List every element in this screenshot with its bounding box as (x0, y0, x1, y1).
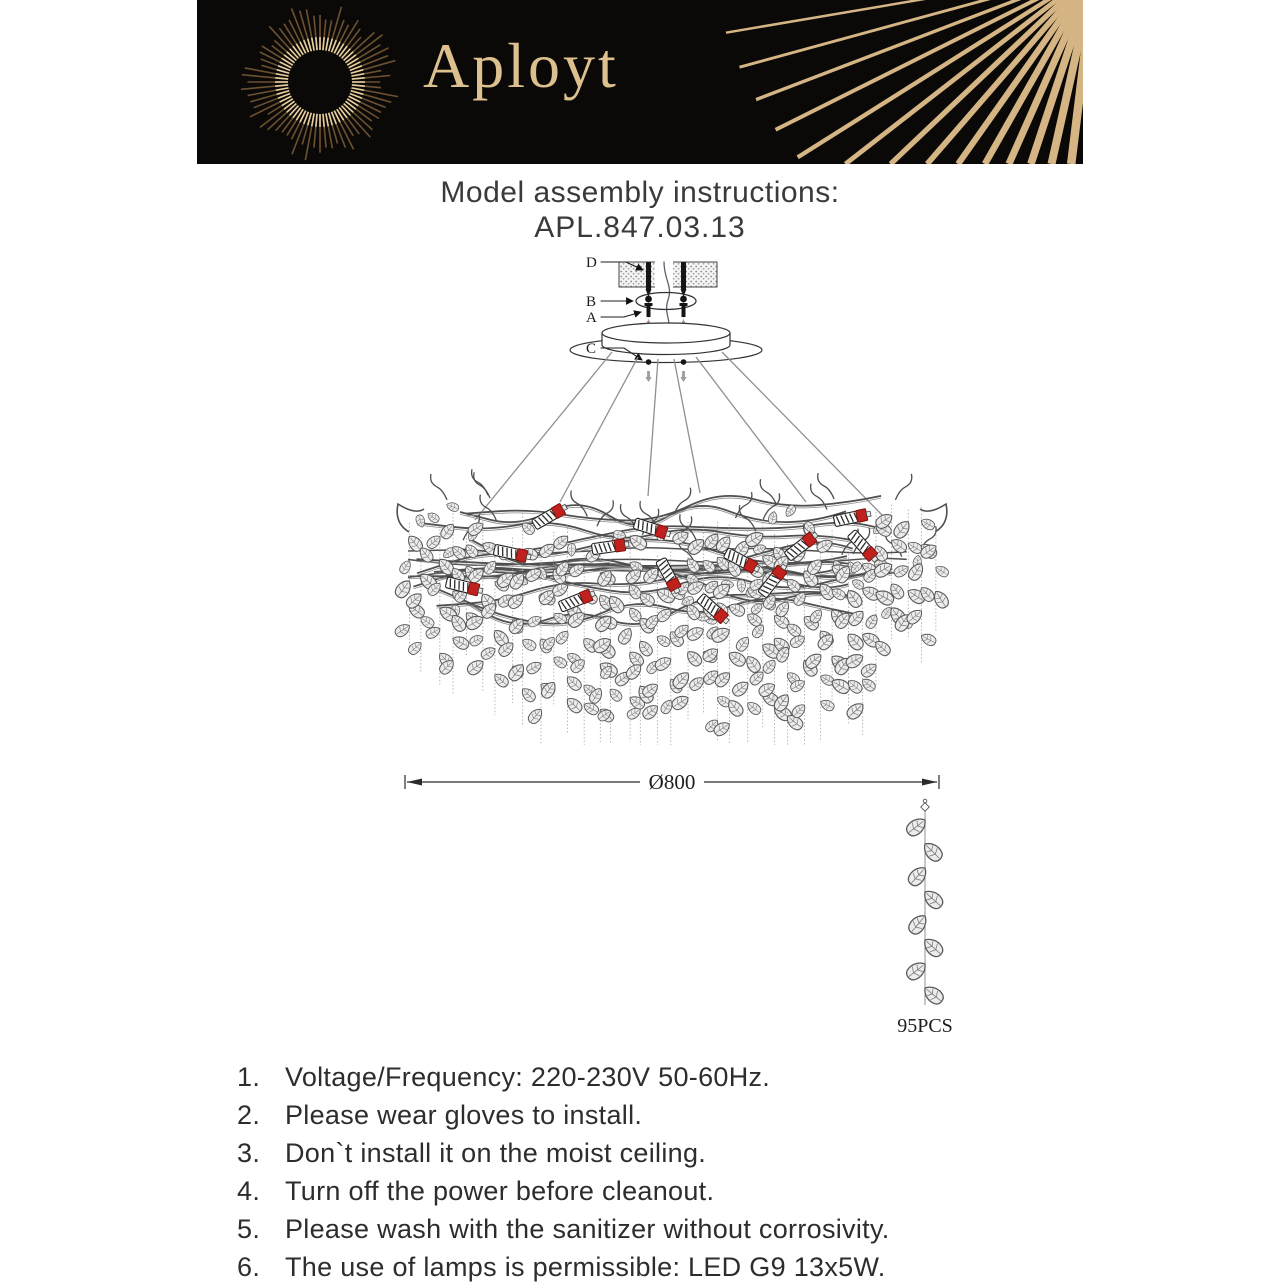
crystal-strand (859, 512, 896, 686)
instruction-item (237, 1058, 1047, 1096)
instruction-item (237, 1210, 1047, 1248)
g9-socket (531, 501, 569, 530)
instruction-number: 2. (237, 1100, 261, 1130)
g9-socket (591, 538, 629, 555)
dimension-line (405, 770, 939, 794)
brand-banner (197, 0, 1083, 164)
instruction-text: Voltage/Frequency: 220-230V 50-60Hz. (285, 1062, 771, 1092)
assembly-diagram (180, 240, 1000, 1050)
instruction-text: The use of lamps is permissible: LED G9 13x5W. (285, 1252, 886, 1282)
canopy (570, 323, 762, 363)
instruction-text: Please wear gloves to install. (285, 1100, 643, 1130)
label-B: B (586, 294, 597, 310)
brand-wordmark: Aployt (423, 30, 619, 101)
banner-art (197, 0, 1083, 164)
page-title: Model assembly instructions: (440, 176, 840, 209)
strand-piece-count: 95PCS (897, 1015, 953, 1037)
crystal-strand (404, 537, 439, 673)
sunburst-logo-icon (241, 7, 398, 160)
chandelier-drawing (393, 469, 951, 745)
instruction-item (237, 1248, 1047, 1286)
mounting-bracket (636, 293, 696, 310)
instruction-number: 6. (237, 1252, 261, 1282)
instruction-item (237, 1096, 1047, 1134)
instruction-number: 3. (237, 1138, 261, 1168)
suspension-cables (475, 352, 884, 520)
label-A: A (586, 310, 597, 326)
instruction-number: 1. (237, 1062, 261, 1092)
label-C: C (586, 341, 597, 357)
crystal-strand-detail (904, 799, 946, 1007)
label-D: D (586, 255, 597, 271)
instruction-item (237, 1134, 1047, 1172)
crystal-strand (613, 524, 649, 739)
model-number: APL.847.03.13 (534, 211, 746, 244)
instruction-list (237, 1058, 1047, 1286)
instruction-number: 5. (237, 1214, 261, 1244)
instruction-item (237, 1172, 1047, 1210)
crystal-strand (905, 507, 939, 663)
instruction-number: 4. (237, 1176, 261, 1206)
diameter-value: Ø800 (648, 770, 696, 794)
instruction-text: Don`t install it on the moist ceiling. (285, 1138, 707, 1168)
instruction-text: Please wash with the sanitizer without corrosivity. (285, 1214, 890, 1244)
instruction-text: Turn off the power before cleanout. (285, 1176, 715, 1206)
crystal-strand (524, 556, 557, 745)
gold-rays-icon (716, 0, 1083, 164)
